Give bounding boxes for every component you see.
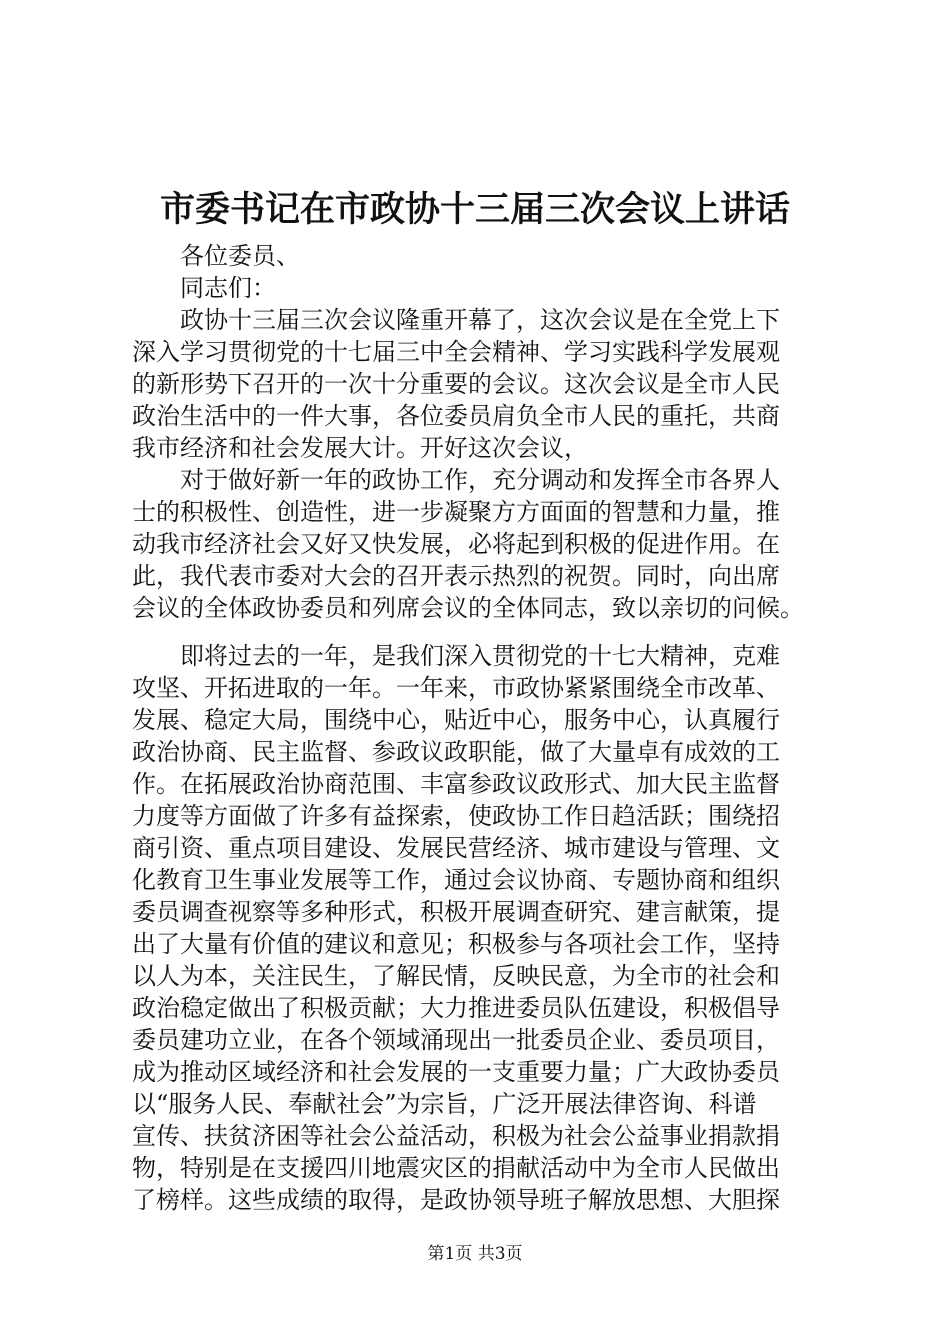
paragraph-line: 动我市经济社会又好又快发展，必将起到积极的促进作用。在 [132, 530, 780, 558]
paragraph-line: 成为推动区域经济和社会发展的一支重要力量；广大政协委员 [132, 1058, 780, 1086]
paragraph-line: 政治生活中的一件大事，各位委员肩负全市人民的重托，共商 [132, 402, 780, 430]
paragraph-line: 宣传、扶贫济困等社会公益活动，积极为社会公益事业捐款捐 [132, 1122, 780, 1150]
paragraph-line: 政协十三届三次会议隆重开幕了，这次会议是在全党上下 [180, 306, 780, 334]
paragraph-line: 政治协商、民主监督、参政议政职能，做了大量卓有成效的工 [132, 738, 780, 766]
paragraph-line: 了榜样。这些成绩的取得，是政协领导班子解放思想、大胆探 [132, 1186, 780, 1214]
salutation-line: 各位委员、 [180, 242, 300, 270]
paragraph-line: 以人为本，关注民生，了解民情，反映民意，为全市的社会和 [132, 962, 780, 990]
document-title: 市委书记在市政协十三届三次会议上讲话 [159, 189, 790, 230]
salutation-line: 同志们： [180, 274, 276, 302]
paragraph-line: 深入学习贯彻党的十七届三中全会精神、学习实践科学发展观 [132, 338, 780, 366]
paragraph-line: 我市经济和社会发展大计。开好这次会议， [132, 434, 588, 462]
paragraph-line: 作。在拓展政治协商范围、丰富参政议政形式、加大民主监督 [132, 770, 780, 798]
paragraph-line: 此，我代表市委对大会的召开表示热烈的祝贺。同时，向出席 [132, 562, 780, 590]
paragraph-line: 力度等方面做了许多有益探索，使政协工作日趋活跃；围绕招 [132, 802, 780, 830]
paragraph-line: 商引资、重点项目建设、发展民营经济、城市建设与管理、文 [132, 834, 780, 862]
paragraph-line: 攻坚、开拓进取的一年。一年来，市政协紧紧围绕全市改革、 [132, 674, 780, 702]
paragraph-line: 发展、稳定大局，围绕中心，贴近中心，服务中心，认真履行 [132, 706, 780, 734]
paragraph-line: 委员建功立业，在各个领域涌现出一批委员企业、委员项目， [132, 1026, 780, 1054]
paragraph-line: 政治稳定做出了积极贡献；大力推进委员队伍建设，积极倡导 [132, 994, 780, 1022]
paragraph-line: 化教育卫生事业发展等工作，通过会议协商、专题协商和组织 [132, 866, 780, 894]
paragraph-line: 会议的全体政协委员和列席会议的全体同志，致以亲切的问候。 [132, 594, 804, 622]
paragraph-line: 委员调查视察等多种形式，积极开展调查研究、建言献策，提 [132, 898, 780, 926]
paragraph-line: 士的积极性、创造性，进一步凝聚方方面面的智慧和力量，推 [132, 498, 780, 526]
page-footer: 第1页 共3页 [427, 1244, 523, 1264]
paragraph-line: 即将过去的一年，是我们深入贯彻党的十七大精神，克难 [180, 642, 780, 670]
paragraph-line: 的新形势下召开的一次十分重要的会议。这次会议是全市人民 [132, 370, 780, 398]
paragraph-line: 以“服务人民、奉献社会”为宗旨，广泛开展法律咨询、科谱 [132, 1090, 757, 1118]
paragraph-line: 出了大量有价值的建议和意见；积极参与各项社会工作，坚持 [132, 930, 780, 958]
paragraph-line: 物，特别是在支援四川地震灾区的捐献活动中为全市人民做出 [132, 1154, 780, 1182]
paragraph-line: 对于做好新一年的政协工作，充分调动和发挥全市各界人 [180, 466, 780, 494]
